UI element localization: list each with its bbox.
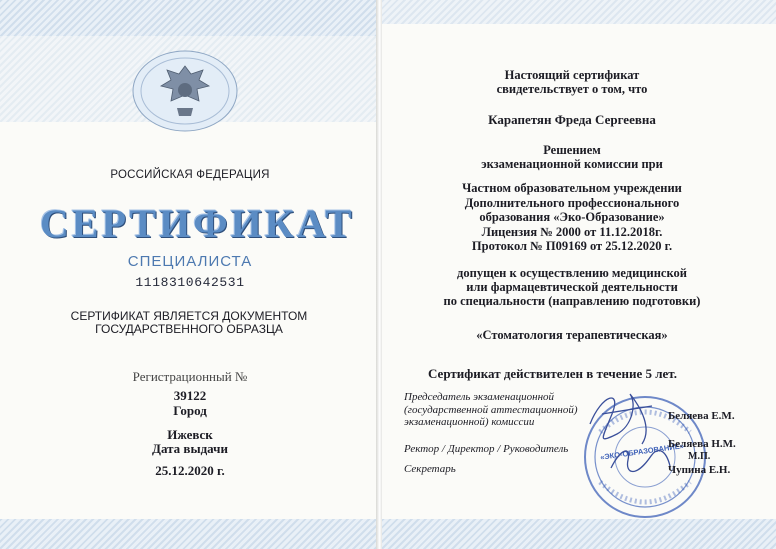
- chairman-line-1: Председатель экзаменационной: [404, 391, 555, 403]
- certificate-subtitle: СПЕЦИАЛИСТА: [127, 253, 253, 270]
- decision-line-2: экзаменационной комиссии при: [481, 157, 663, 171]
- stamp-place-label: М.П.: [688, 451, 711, 462]
- intro-line-2: свидетельствует о том, что: [496, 82, 648, 96]
- statement-line-1: СЕРТИФИКАТ ЯВЛЯЕТСЯ ДОКУМЕНТОМ: [70, 309, 308, 323]
- top-pattern-band-right: [382, 0, 776, 24]
- organization-block: [412, 181, 732, 254]
- statement-line-2: ГОСУДАРСТВЕННОГО ОБРАЗЦА: [95, 322, 283, 336]
- org-line-3: образования «Эко-Образование»: [479, 210, 665, 224]
- coat-of-arms-emblem: [130, 48, 240, 134]
- rector-name: Беляева Н.М.: [668, 438, 736, 450]
- top-pattern-band: [0, 0, 378, 36]
- registration-label: Регистрационный №: [132, 369, 248, 384]
- holder-name: Карапетян Фреда Сергеевна: [488, 112, 656, 127]
- bottom-pattern-band-right: [382, 519, 776, 549]
- specialty: «Стоматология терапевтическая»: [476, 328, 668, 342]
- admission-line-1: допущен к осуществлению медицинской: [457, 266, 687, 280]
- state-document-statement: [30, 310, 348, 336]
- secretary-title: Секретарь: [404, 463, 456, 475]
- intro-text: [442, 68, 702, 96]
- registration-number: 39122: [173, 388, 207, 403]
- seal-text: «ЭКО-ОБРАЗОВАНИЕ»: [599, 441, 685, 462]
- city-value: Ижевск: [167, 427, 213, 442]
- admission-line-3: по специальности (направлению подготовки): [443, 294, 701, 308]
- issue-date-label: Дата выдачи: [152, 441, 228, 456]
- admission-line-2: или фармацевтической деятельности: [466, 280, 678, 294]
- decision-text: [422, 143, 722, 171]
- chairman-name: Беляева Е.М.: [668, 410, 735, 422]
- certificate-front-page: [0, 0, 378, 549]
- city-label: Город: [173, 403, 207, 418]
- certificate-title: СЕРТИФИКАТ: [40, 201, 355, 246]
- chairman-line-2: (государственной аттестационной): [404, 403, 578, 416]
- bottom-pattern-band: [0, 519, 378, 549]
- admission-block: [402, 266, 742, 308]
- intro-line-1: Настоящий сертификат: [504, 68, 640, 82]
- decision-line-1: Решением: [543, 143, 601, 157]
- issue-date: 25.12.2020 г.: [155, 463, 225, 478]
- org-line-2: Дополнительного профессионального: [464, 195, 680, 210]
- chairman-line-3: экзаменационной) комиссии: [404, 416, 535, 428]
- country-label: РОССИЙСКАЯ ФЕДЕРАЦИЯ: [110, 169, 270, 181]
- rector-signature: [606, 438, 676, 482]
- certificate-number: 1118310642531: [135, 275, 245, 290]
- license-line: Лицензия № 2000 от 11.12.2018г.: [481, 224, 663, 239]
- rector-title: Ректор / Директор / Руководитель: [404, 443, 569, 455]
- certificate-back-page: [382, 0, 776, 549]
- secretary-name: Чупина Е.Н.: [668, 464, 731, 476]
- validity-statement: Сертификат действителен в течение 5 лет.: [428, 366, 677, 381]
- protocol-line: Протокол № П09169 от 25.12.2020 г.: [471, 239, 673, 253]
- org-line-1: Частном образовательном учреждении: [462, 181, 682, 195]
